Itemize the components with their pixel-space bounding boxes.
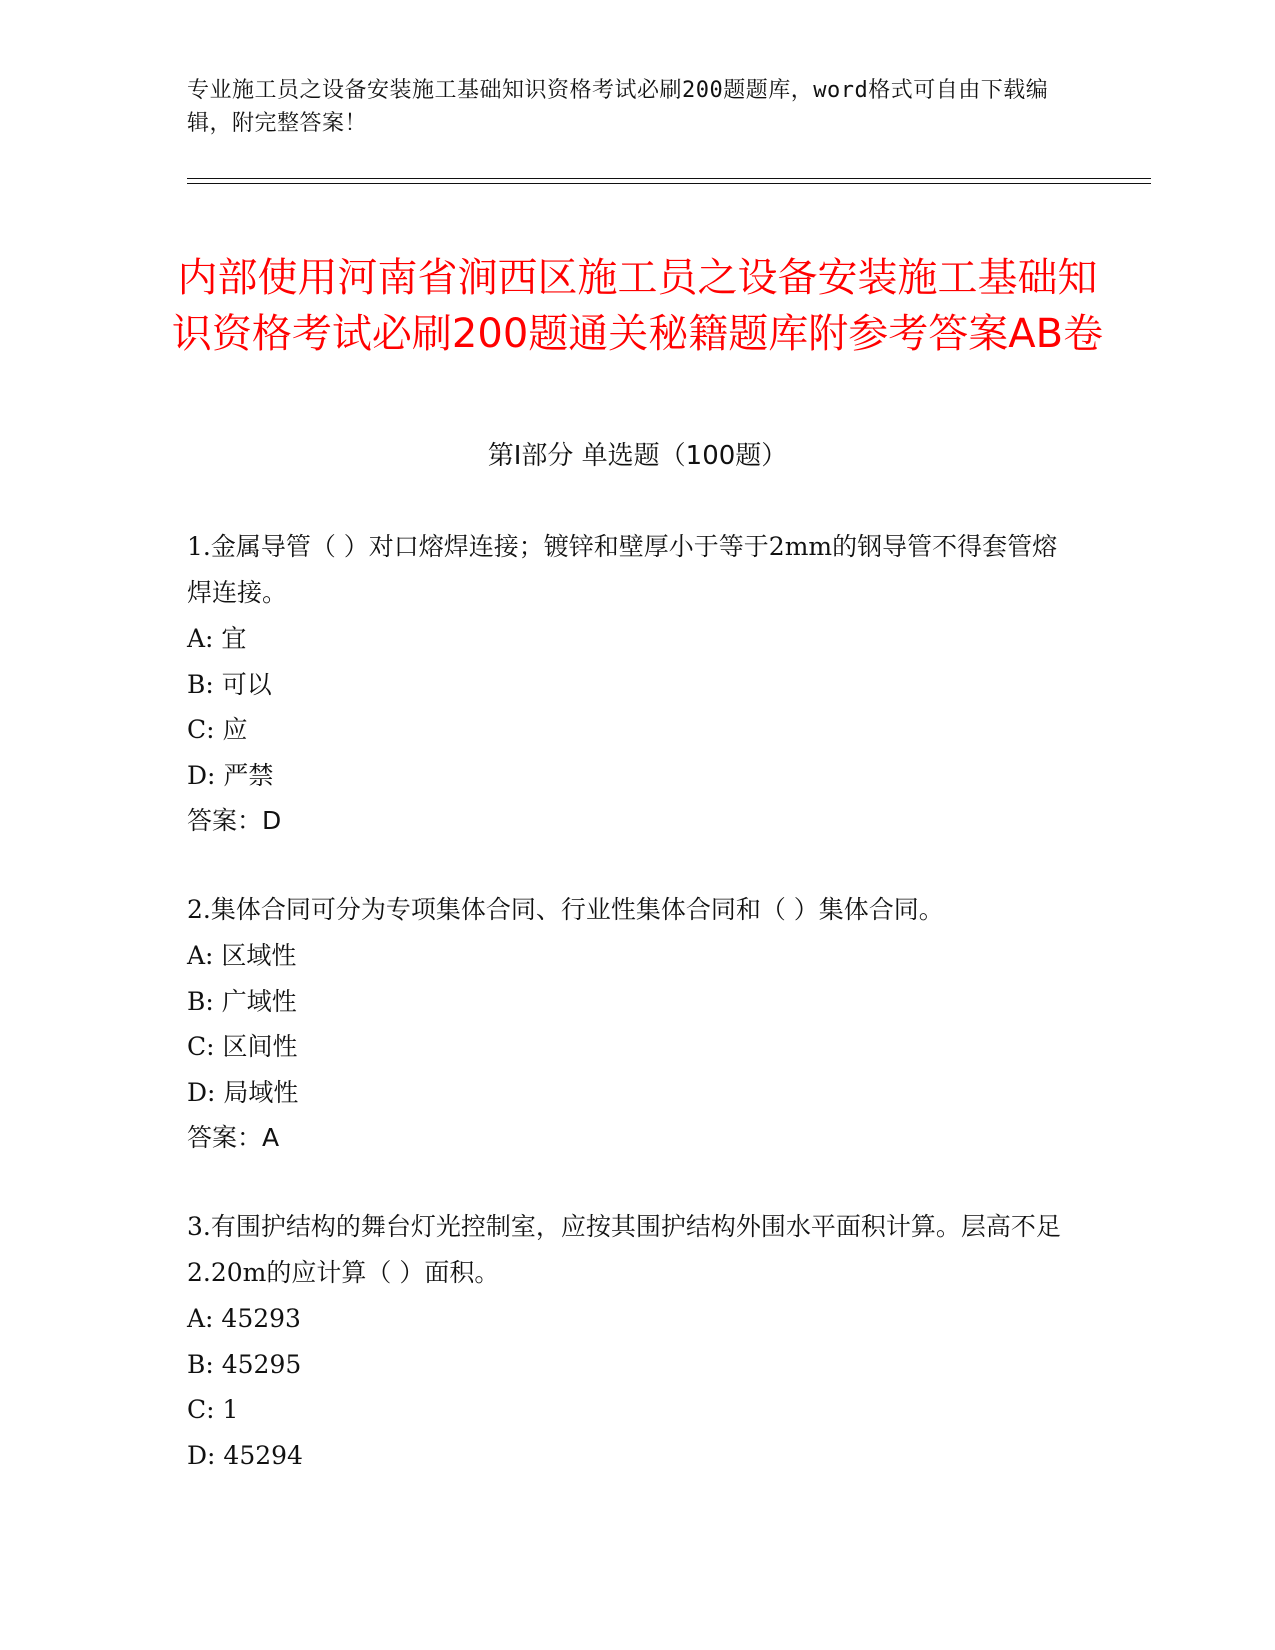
option-c: C: 应 — [187, 715, 248, 744]
option-b: B: 45295 — [187, 1349, 302, 1379]
answer: 答案：A — [187, 1123, 280, 1152]
option-d: D: 局域性 — [187, 1077, 299, 1107]
option-a: A: 区域性 — [187, 941, 297, 970]
question-stem: 1.金属导管（ ）对口熔焊连接；镀锌和壁厚小于等于2mm的钢导管不得套管熔焊连接。 — [187, 532, 1058, 607]
header-divider-bottom — [187, 183, 1151, 184]
question-stem: 3.有围护结构的舞台灯光控制室，应按其围护结构外围水平面积计算。层高不足2.20m的应计算（ ）面积。 — [187, 1212, 1061, 1287]
question-3 — [187, 1204, 1077, 1478]
header-note: 专业施工员之设备安装施工基础知识资格考试必刷200题题库，word格式可自由下载编辑，附完整答案！ — [187, 78, 1049, 136]
option-a: A: 宜 — [187, 624, 247, 653]
question-1 — [187, 524, 1077, 844]
answer: 答案：D — [187, 806, 282, 835]
option-d: D: 45294 — [187, 1440, 303, 1470]
header-divider-top — [187, 178, 1151, 179]
option-c: C: 区间性 — [187, 1032, 298, 1061]
option-d: D: 严禁 — [187, 760, 274, 790]
document-title: 内部使用河南省涧西区施工员之设备安装施工基础知识资格考试必刷200题通关秘籍题库附参考答案AB卷 — [171, 254, 1104, 357]
option-b: B: 广域性 — [187, 986, 297, 1016]
section-title: 第Ⅰ部分 单选题（100题） — [487, 441, 788, 471]
question-2 — [187, 887, 1077, 1161]
option-a: A: 45293 — [187, 1304, 301, 1333]
option-c: C: 1 — [187, 1395, 239, 1424]
option-b: B: 可以 — [187, 669, 272, 699]
question-stem: 2.集体合同可分为专项集体合同、行业性集体合同和（ ）集体合同。 — [187, 895, 944, 924]
